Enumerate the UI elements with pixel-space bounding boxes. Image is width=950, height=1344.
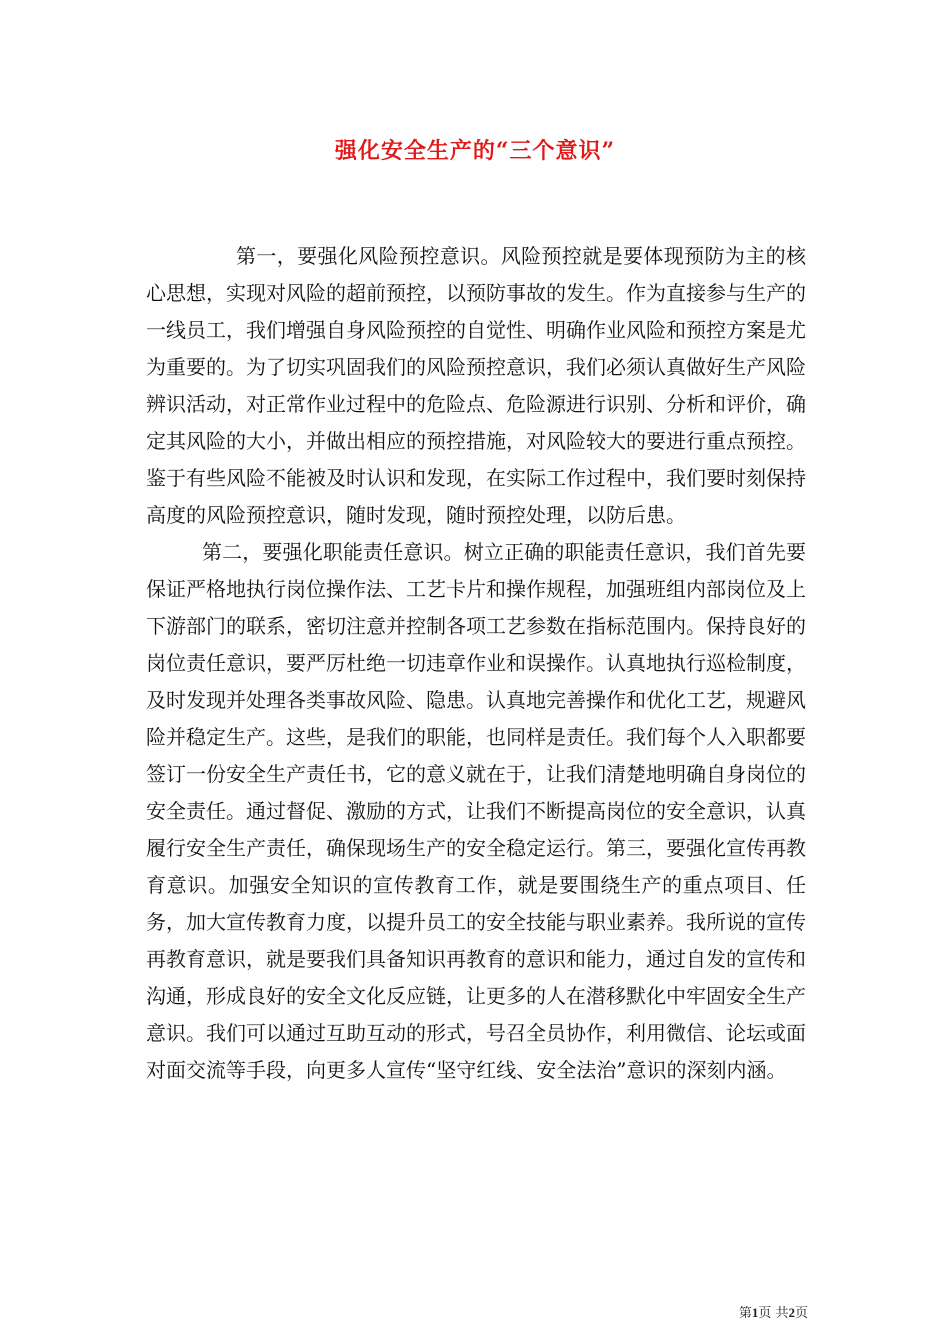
footer-suffix: 页: [794, 1306, 808, 1321]
paragraph-2: 第二，要强化职能责任意识。树立正确的职能责任意识，我们首先要保证严格地执行岗位操作法、工艺卡片和操作规程，加强班组内部岗位及上下游部门的联系，密切注意并控制各项工艺参数在指标范围内。保持良好的岗位责任意识，要严厉杜绝一切违章作业和误操作。认真地执行巡检制度，及时发现并处理各类事故风险、隐患。认真地完善操作和优化工艺，规避风险并稳定生产。这些，是我们的职能，也同样是责任。我们每个人入职都要签订一份安全生产责任书，它的意义就在于，让我们清楚地明确自身岗位的安全责任。通过督促、激励的方式，让我们不断提高岗位的安全意识，认真履行安全生产责任，确保现场生产的安全稳定运行。第三，要强化宣传再教育意识。加强安全知识的宣传教育工作，就是要围绕生产的重点项目、任务，加大宣传教育力度，以提升员工的安全技能与职业素养。我所说的宣传再教育意识，就是要我们具备知识再教育的意识和能力，通过自发的宣传和沟通，形成良好的安全文化反应链，让更多的人在潜移默化中牢固安全生产意识。我们可以通过互助互动的形式，号召全员协作，利用微信、论坛或面对面交流等手段，向更多人宣传“坚守红线、安全法治”意识的深刻内涵。: [146, 540, 806, 1082]
footer-total-pages: 2: [788, 1305, 795, 1320]
footer-middle: 页 共: [758, 1306, 789, 1321]
paragraph-1: 第一，要强化风险预控意识。风险预控就是要体现预防为主的核心思想，实现对风险的超前预控，以预防事故的发生。作为直接参与生产的一线员工，我们增强自身风险预控的自觉性、明确作业风险和预控方案是尤为重要的。为了切实巩固我们的风险预控意识，我们必须认真做好生产风险辨识活动，对正常作业过程中的危险点、危险源进行识别、分析和评价，确定其风险的大小，并做出相应的预控措施，对风险较大的要进行重点预控。鉴于有些风险不能被及时认识和发现，在实际工作过程中，我们要时刻保持高度的风险预控意识，随时发现，随时预控处理，以防后患。: [146, 244, 806, 527]
page-footer: [680, 1302, 808, 1321]
document-title: 强化安全生产的“三个意识”: [334, 138, 616, 164]
footer-prefix: 第: [738, 1306, 752, 1321]
document-body: [146, 238, 806, 1089]
footer-page-number: 1: [751, 1305, 759, 1320]
